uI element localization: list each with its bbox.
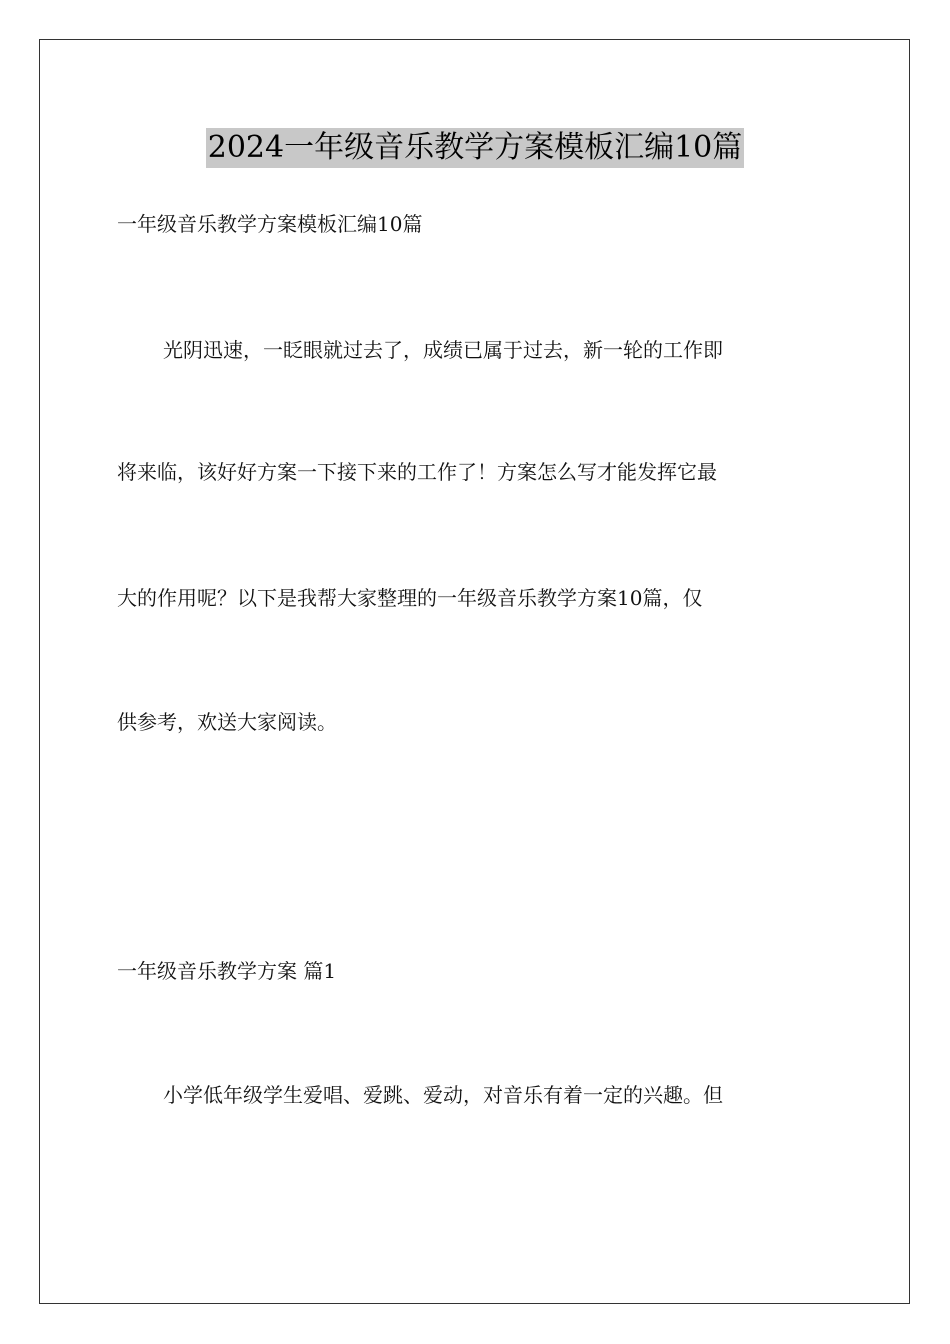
- intro-line-3: 大的作用呢？以下是我帮大家整理的一年级音乐教学方案10篇，仅: [117, 586, 703, 610]
- section-heading: 一年级音乐教学方案 篇1: [117, 959, 337, 983]
- document-subtitle: 一年级音乐教学方案模板汇编10篇: [117, 212, 423, 236]
- title-container: [0, 128, 950, 168]
- intro-line-4: 供参考，欢送大家阅读。: [117, 710, 337, 734]
- document-title: 2024一年级音乐教学方案模板汇编10篇: [206, 128, 745, 168]
- section-line-1: 小学低年级学生爱唱、爱跳、爱动，对音乐有着一定的兴趣。但: [163, 1083, 723, 1107]
- intro-line-1: 光阴迅速，一眨眼就过去了，成绩已属于过去，新一轮的工作即: [163, 338, 723, 362]
- intro-line-2: 将来临，该好好方案一下接下来的工作了！方案怎么写才能发挥它最: [117, 460, 717, 484]
